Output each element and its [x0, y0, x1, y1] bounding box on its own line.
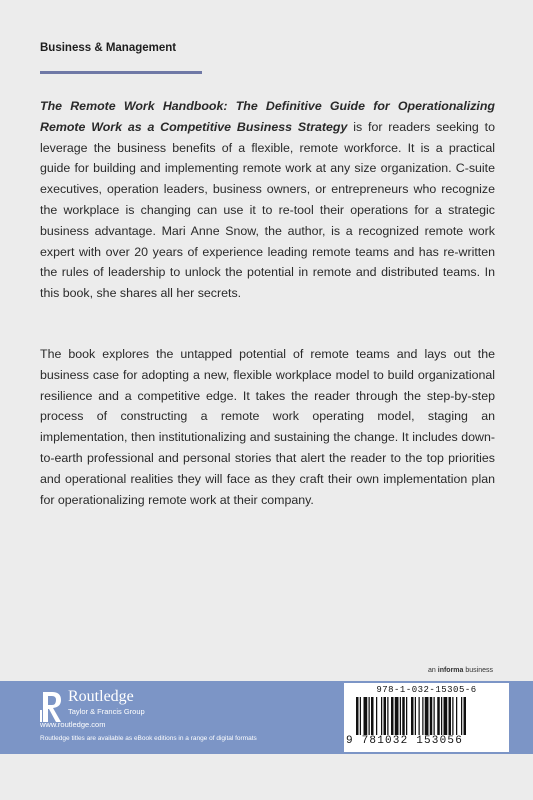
barcode-bar — [356, 697, 359, 735]
barcode-bar — [430, 697, 433, 735]
barcode-bar — [395, 697, 399, 735]
barcode-bar — [376, 697, 377, 735]
barcode-bar — [441, 697, 442, 735]
barcode-bar — [415, 697, 416, 735]
barcode-bar — [381, 697, 382, 735]
barcode-bar — [419, 697, 420, 735]
barcode-bar — [452, 697, 453, 735]
description-paragraph-1-text: is for readers seeking to leverage the business benefits of a flexible, remote workforce. It is a practical guide for building and implementing remote work at any size organization. C-suite executives, operation leaders, business owners, or entrepreneurs who recognize the workplace is changing can use it to re-tool their operations for a strategic business advantage. Mari Anne Snow, the author, is a recognized remote work expert with over 20 years of experience leading remote teams and has re-written the rules of leadership to unlock the potential in remote and distributed teams. In this book, she shares all her secrets. — [40, 119, 495, 301]
barcode-bar — [444, 697, 448, 735]
category-label: Business & Management — [40, 42, 177, 54]
barcode-bar — [384, 697, 387, 735]
barcode-bar — [434, 697, 435, 735]
barcode-bar — [425, 697, 429, 735]
informa-brand: informa — [437, 667, 464, 674]
barcode-digits: 9 781032 153056 — [346, 735, 464, 747]
publisher-group: Taylor & Francis Group — [68, 707, 145, 716]
book-title: The Remote Work Handbook: The Definitive Guide for Operationalizing Remote Work as a Competitive Business Strategy — [40, 99, 495, 134]
barcode-bar — [371, 697, 374, 735]
barcode-bar — [402, 697, 405, 735]
barcode-bar — [456, 697, 457, 735]
barcode-bar — [400, 697, 401, 735]
description-paragraph-1 — [40, 96, 495, 304]
barcode-box — [344, 683, 509, 752]
ebook-note: Routledge titles are available as eBook editions in a range of digital formats — [40, 735, 257, 742]
barcode-bar — [391, 697, 394, 735]
publisher-name: Routledge — [68, 688, 134, 705]
barcode-bar — [437, 697, 440, 735]
publisher-website[interactable]: www.routledge.com — [40, 720, 106, 729]
barcode-bar — [411, 697, 414, 735]
barcode-bar — [369, 697, 370, 735]
barcode-bar — [364, 697, 368, 735]
barcode-bar — [406, 697, 407, 735]
category-rule — [40, 71, 202, 74]
barcode-bar — [422, 697, 423, 735]
barcode-icon — [356, 697, 504, 735]
barcode-bar — [387, 697, 388, 735]
barcode-bar — [360, 697, 361, 735]
barcode-bar — [464, 697, 467, 735]
description-paragraph-2: The book explores the untapped potential of remote teams and lays out the business case for adopting a new, flexible workplace model to build organizational resilience and a competitive edge. It takes the reader through the step-by-step process of constructing a remote work operating model, staging an implementation, then institutionalizing and sustaining the change. It includes down-to-earth professional and personal stories that alert the reader to the top priorities and operational realities they will face as they craft their own implementation plan for operationalizing remote work at their company. — [40, 347, 495, 507]
barcode-bar — [461, 697, 462, 735]
barcode-bar — [449, 697, 452, 735]
informa-tagline: an informa business — [428, 667, 493, 674]
isbn-label: 978-1-032-15305-6 — [376, 685, 477, 695]
routledge-logo-icon — [40, 688, 64, 724]
